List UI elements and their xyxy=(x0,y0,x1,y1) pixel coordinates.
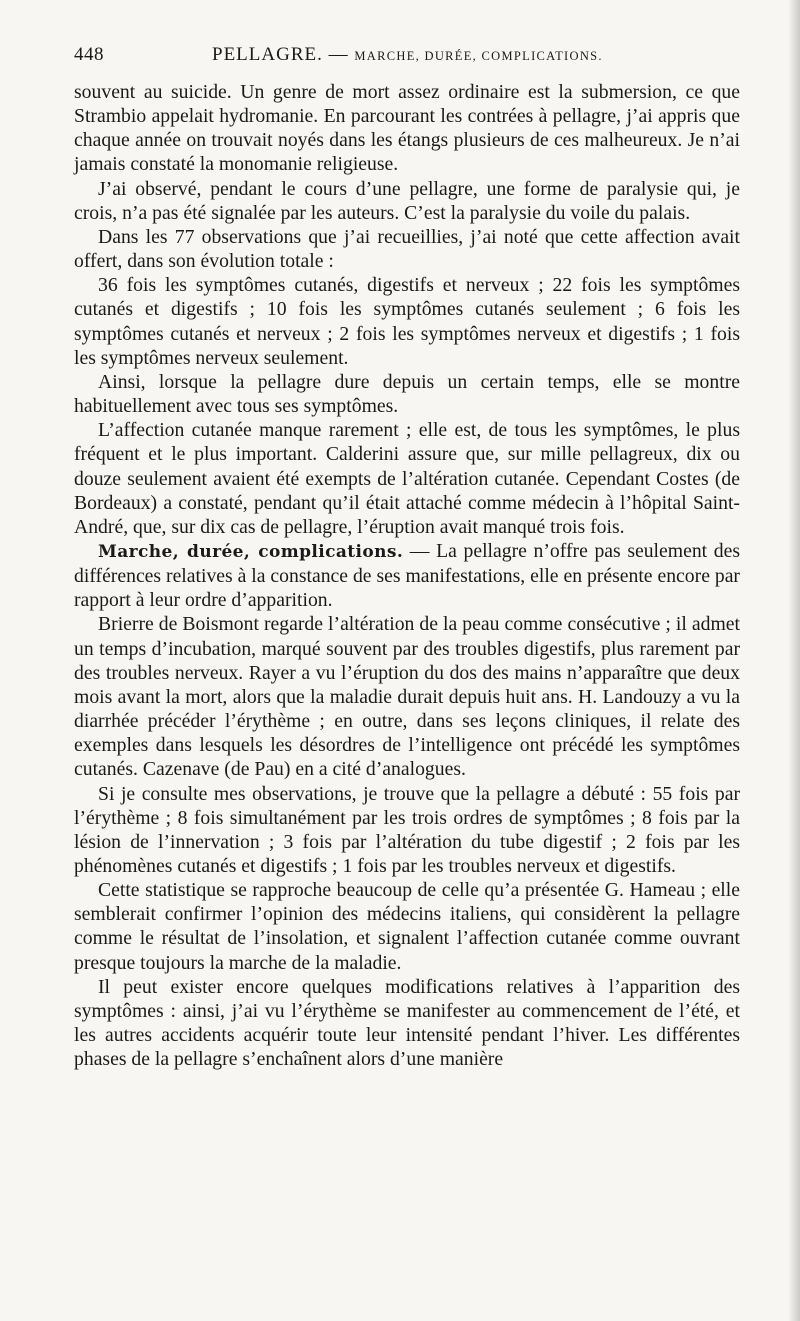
running-title xyxy=(212,44,603,66)
running-head xyxy=(74,44,740,74)
paragraph-7-text: — La pellagre n’offre pas seulement des différences relatives à la constance de ses manifestations, elle en présente encore par rapport à leur ordre d’apparition. xyxy=(74,539,740,612)
paragraph-6: L’affection cutanée manque rarement ; elle est, de tous les symptômes, le plus fréquent et le plus important. Calderini assure que, sur mille pellagreux, dix ou douze seulement avaient été exempts de l’altération cutanée. Cependant Costes (de Bordeaux) a constaté, pendant qu’il était attaché comme médecin à l’hôpital Saint-André, que, sur dix cas de pellagre, l’éruption avait manqué trois fois. xyxy=(74,419,740,538)
paragraph-10: Cette statistique se rapproche beaucoup de celle qu’a présentée G. Hameau ; elle semblerait confirmer l’opinion des médecins italiens, qui considèrent la pellagre comme le résultat de l’insolation, et signalent l’affection cutanée comme ouvrant presque toujours la marche de la maladie. xyxy=(74,879,740,974)
paragraph-4: 36 fois les symptômes cutanés, digestifs et nerveux ; 22 fois les symptômes cutanés et digestifs ; 10 fois les symptômes cutanés seulement ; 6 fois les symptômes cutanés et nerveux ; 2 fois les symptômes nerveux et digestifs ; 1 fois les symptômes nerveux seulement. xyxy=(74,274,740,369)
body-text xyxy=(74,80,740,1071)
paragraph-8: Brierre de Boismont regarde l’altération de la peau comme consécutive ; il admet un temps d’incubation, marqué souvent par des troubles digestifs, plus rarement par des troubles nerveux. Rayer a vu l’éruption du dos des mains n’apparaître que deux mois avant la mort, alors que la maladie durait depuis huit ans. H. Landouzy a vu la diarrhée précéder l’érythème ; en outre, dans ses leçons cliniques, il relate des exemples dans lesquels les désordres de l’intelligence ont précédé les symptômes cutanés. Cazenave (de Pau) en a cité d’analogues. xyxy=(74,613,740,781)
running-title-dash: — xyxy=(322,44,355,65)
running-title-subtitle: MARCHE, DURÉE, COMPLICATIONS. xyxy=(354,49,603,63)
paragraph-3: Dans les 77 observations que j’ai recueillies, j’ai noté que cette affection avait offert, dans son évolution totale : xyxy=(74,225,740,273)
paragraph-11: Il peut exister encore quelques modifications relatives à l’apparition des symptômes : ainsi, j’ai vu l’érythème se manifester au commencement de l’été, et les autres accidents acquérir toute leur intensité pendant l’hiver. Les différentes phases de la pellagre s’enchaînent alors d’une manière xyxy=(74,975,740,1071)
page-edge-shadow xyxy=(788,0,800,1321)
running-title-main: PELLAGRE. xyxy=(212,44,323,65)
section-heading: Marche, durée, complications. xyxy=(98,541,404,562)
page-number: 448 xyxy=(74,44,104,65)
paragraph-1: souvent au suicide. Un genre de mort assez ordinaire est la submersion, ce que Strambio appelait hydromanie. En parcourant les contrées à pellagre, j’ai appris que chaque année on trouvait noyés dans les étangs plusieurs de ces malheureux. Je n’ai jamais constaté la monomanie religieuse. xyxy=(74,81,740,176)
paragraph-2: J’ai observé, pendant le cours d’une pellagre, une forme de paralysie qui, je crois, n’a pas été signalée par les auteurs. C’est la paralysie du voile du palais. xyxy=(74,177,740,224)
paragraph-9: Si je consulte mes observations, je trouve que la pellagre a débuté : 55 fois par l’érythème ; 8 fois simultanément par les trois ordres de symptômes ; 8 fois par la lésion de l’innervation ; 3 fois par l’altération du tube digestif ; 2 fois par les phénomènes cutanés et digestifs ; 1 fois par les troubles nerveux et digestifs. xyxy=(74,782,740,877)
paragraph-7 xyxy=(74,539,740,612)
paragraph-5: Ainsi, lorsque la pellagre dure depuis un certain temps, elle se montre habituellement avec tous ses symptômes. xyxy=(74,370,740,418)
